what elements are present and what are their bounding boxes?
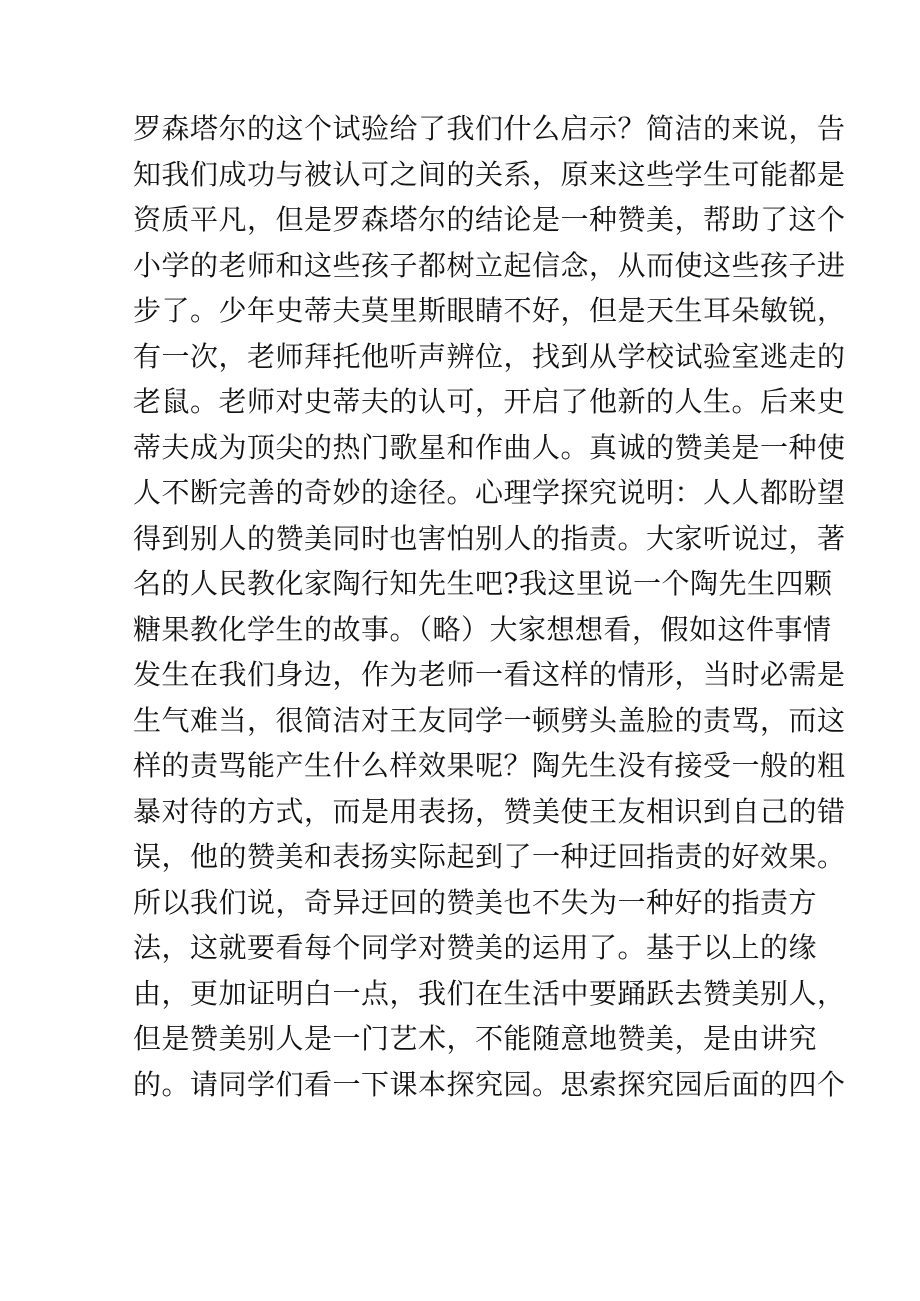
- text-line-18: 所以我们说，奇异迂回的赞美也不失为一种好的指责方: [133, 885, 818, 919]
- text-line-19: 法，这就要看每个同学对赞美的运用了。基于以上的缘: [133, 931, 818, 964]
- text-line-1: 罗森塔尔的这个试验给了我们什么启示？简洁的来说，告: [133, 112, 846, 145]
- text-line-3: 资质平凡，但是罗森塔尔的结论是一种赞美，帮助了这个: [133, 203, 846, 236]
- text-line-14: 生气难当，很简洁对王友同学一顿劈头盖脸的责骂，而这: [133, 703, 846, 737]
- text-line-4: 小学的老师和这些孩子都树立起信念，从而使这些孩子进: [133, 248, 846, 282]
- text-line-6: 有一次，老师拜托他听声辨位，找到从学校试验室逃走的: [133, 339, 846, 373]
- text-line-20: 由，更加证明白一点，我们在生活中要踊跃去赞美别人，: [133, 976, 846, 1010]
- text-line-12: 糖果教化学生的故事。（略）大家想想看，假如这件事情: [133, 612, 832, 646]
- text-line-5: 步了。少年史蒂夫莫里斯眼睛不好，但是天生耳朵敏锐，: [133, 294, 846, 327]
- text-line-8: 蒂夫成为顶尖的热门歌星和作曲人。真诚的赞美是一种使: [133, 430, 846, 464]
- text-line-22: 的。请同学们看一下课本探究园。思索探究园后面的四个: [133, 1067, 846, 1101]
- body-text: [133, 106, 846, 1107]
- text-line-16: 暴对待的方式，而是用表扬，赞美使王友相识到自己的错: [133, 794, 846, 828]
- text-line-15: 样的责骂能产生什么样效果呢？陶先生没有接受一般的粗: [133, 749, 846, 782]
- text-line-21: 但是赞美别人是一门艺术，不能随意地赞美，是由讲究: [133, 1022, 818, 1055]
- text-line-11: 名的人民教化家陶行知先生吧?我这里说一个陶先生四颗: [133, 567, 833, 600]
- text-line-9: 人不断完善的奇妙的途径。心理学探究说明：人人都盼望: [133, 476, 846, 509]
- text-line-13: 发生在我们身边，作为老师一看这样的情形，当时必需是: [133, 658, 846, 691]
- text-line-10: 得到别人的赞美同时也害怕别人的指责。大家听说过，著: [133, 521, 846, 555]
- text-line-2: 知我们成功与被认可之间的关系，原来这些学生可能都是: [133, 157, 846, 191]
- text-line-7: 老鼠。老师对史蒂夫的认可，开启了他新的人生。后来史: [133, 385, 846, 418]
- text-line-17: 误，他的赞美和表扬实际起到了一种迂回指责的好效果。: [133, 840, 846, 873]
